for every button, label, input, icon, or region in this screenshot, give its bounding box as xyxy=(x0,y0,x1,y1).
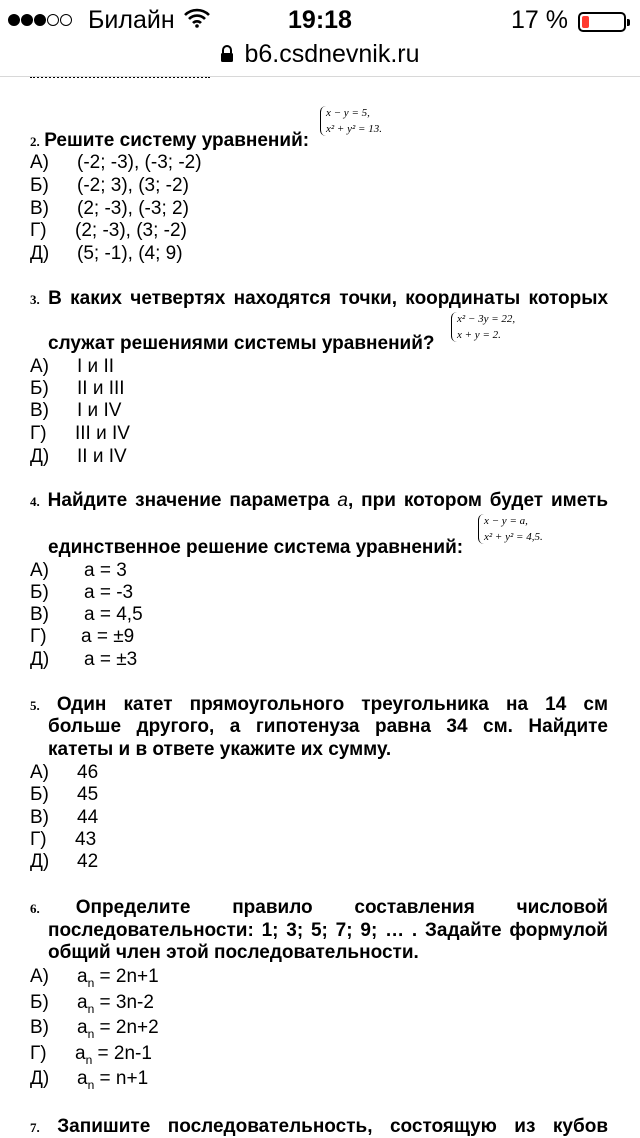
answer-option[interactable]: Б) (-2; 3), (3; -2) xyxy=(30,175,189,196)
answer-option[interactable]: Д) a = ±3 xyxy=(30,649,138,670)
answer-option[interactable]: В) $a_n = 2n+2$ xyxy=(30,1017,159,1041)
lock-icon xyxy=(220,41,234,70)
answer-option[interactable]: В) 44 xyxy=(30,807,99,828)
question-text: Решите систему уравнений: xyxy=(44,130,310,151)
question-6-line3: общий член этой последовательности. xyxy=(48,942,419,963)
question-number: 2. xyxy=(30,134,40,149)
question-6: 6. Определите правило составления числовой xyxy=(30,897,608,918)
question-5-line3: катеты и в ответе укажите их сумму. xyxy=(48,739,392,760)
answer-option[interactable]: Г) 43 xyxy=(30,829,97,850)
answer-option[interactable]: В) (2; -3), (-3; 2) xyxy=(30,198,189,219)
equation-system: x − y = 5, x² + y² = 13. xyxy=(320,106,410,138)
answer-option[interactable]: Д) II и IV xyxy=(30,446,127,467)
battery-level xyxy=(582,16,589,28)
answer-option[interactable]: А) I и II xyxy=(30,356,115,377)
clock: 19:18 xyxy=(288,6,352,34)
answer-option[interactable]: Б) 45 xyxy=(30,784,99,805)
question-4: 4. Найдите значение параметра a, при котором будет иметь xyxy=(30,490,609,511)
battery-percent: 17 % xyxy=(511,6,568,34)
answer-option[interactable]: Б) II и III xyxy=(30,378,125,399)
status-bar xyxy=(0,0,640,40)
toolbar-divider xyxy=(0,76,640,77)
answer-option[interactable]: Д) $a_n = n+1$ xyxy=(30,1068,149,1092)
answer-option[interactable]: В) a = 4,5 xyxy=(30,604,143,625)
question-4-line2: единственное решение система уравнений: xyxy=(48,537,464,558)
answer-option[interactable]: Г) $a_n = 2n-1$ xyxy=(30,1043,152,1067)
answer-option[interactable]: А) 46 xyxy=(30,762,99,783)
answer-option[interactable]: Д) 42 xyxy=(30,851,99,872)
question-3: 3. В каких четвертях находятся точки, координаты которых xyxy=(30,288,609,309)
answer-option[interactable]: Б) a = -3 xyxy=(30,582,134,603)
answer-option[interactable]: Б) $a_n = 3n-2$ xyxy=(30,992,154,1016)
battery-icon xyxy=(578,12,626,32)
carrier-name: Билайн xyxy=(88,6,175,34)
equation-system: x² − 3y = 22, x + y = 2. xyxy=(451,312,541,344)
url-text: b6.csdnevnik.ru xyxy=(244,40,420,68)
equation-system: x − y = a, x² + y² = 4,5. xyxy=(478,514,578,546)
answer-option[interactable]: А) (-2; -3), (-3; -2) xyxy=(30,152,202,173)
address-bar[interactable] xyxy=(0,40,640,74)
question-2 xyxy=(30,130,309,152)
question-3-line2: служат решениями системы уравнений? xyxy=(48,333,435,354)
answer-option[interactable]: Г) a = ±9 xyxy=(30,626,135,647)
answer-option[interactable]: В) I и IV xyxy=(30,400,122,421)
question-5: 5. Один катет прямоугольного треугольника на 14 см xyxy=(30,694,608,715)
question-6-line2: последовательности: 1; 3; 5; 7; 9; … . Задайте формулой xyxy=(48,920,608,941)
answer-option[interactable]: Г) III и IV xyxy=(30,423,130,444)
answer-option[interactable]: А) $a_n = 2n+1$ xyxy=(30,966,159,990)
clipped-previous-line xyxy=(30,74,230,80)
question-5-line2: больше другого, а гипотенуза равна 34 см. Найдите xyxy=(48,716,608,737)
answer-option[interactable]: Д) (5; -1), (4; 9) xyxy=(30,243,183,264)
answer-option[interactable]: А) a = 3 xyxy=(30,560,127,581)
question-7: 7. Запишите последовательность, состоящую из кубов xyxy=(30,1116,608,1137)
answer-option[interactable]: Г) (2; -3), (3; -2) xyxy=(30,220,187,241)
